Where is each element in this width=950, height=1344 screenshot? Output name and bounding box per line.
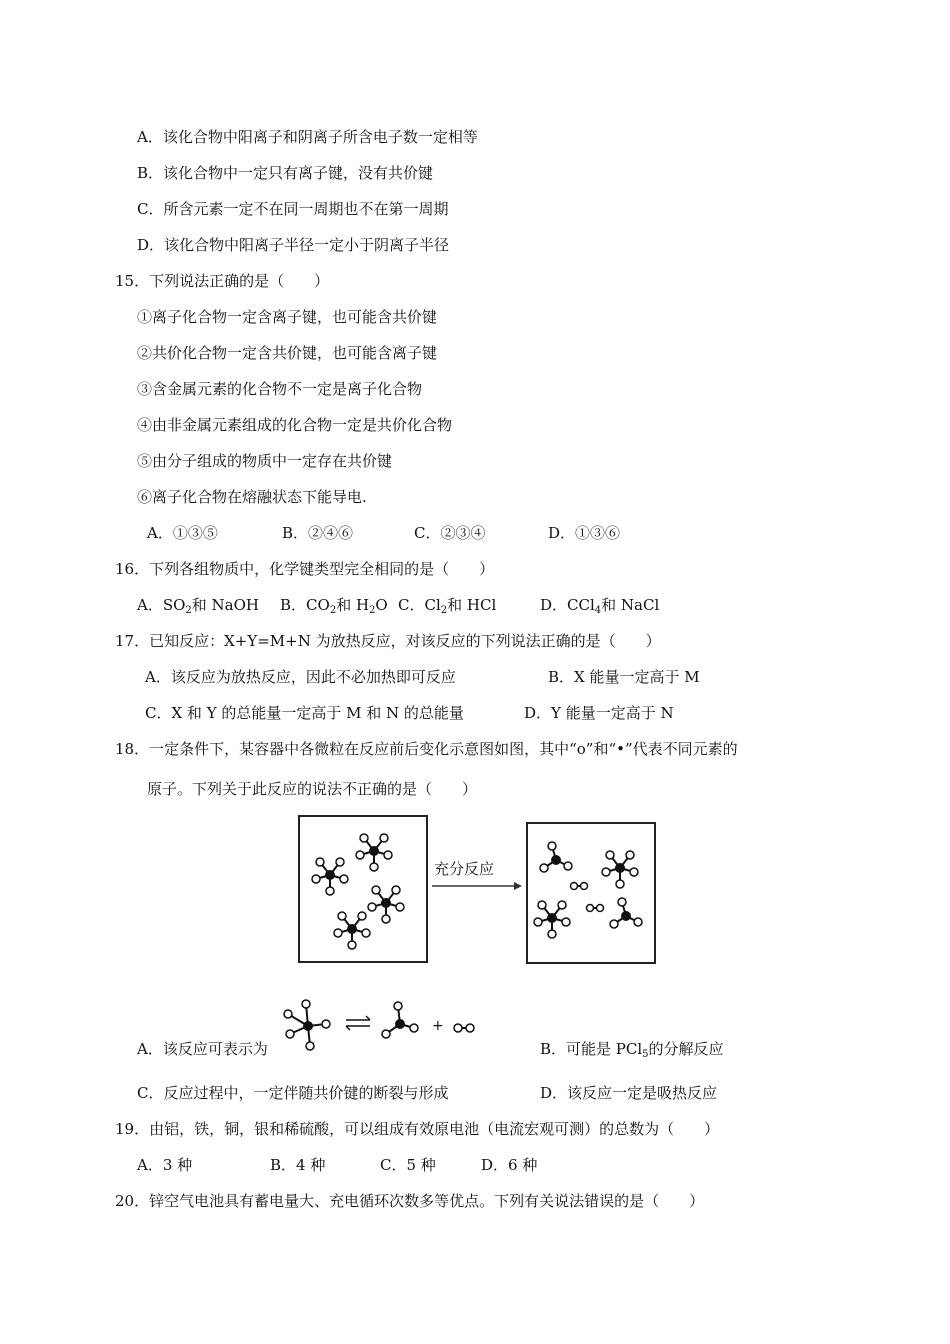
q17-stem: 17．已知反应：X+Y=M+N 为放热反应，对该反应的下列说法正确的是（ ）: [115, 632, 661, 650]
q15-statement-5: ⑤由分子组成的物质中一定存在共价键: [137, 452, 393, 470]
cl2-molecule: [454, 1024, 474, 1032]
q18-stem-line1: 18．一定条件下，某容器中各微粒在反应前后变化示意图如图，其中“o”和“•”代表不同元素的: [115, 740, 738, 758]
q14-option-d: D．该化合物中阳离子半径一定小于阴离子半径: [137, 236, 450, 254]
q16-option-d: D．CCl$_4$和 NaCl: [540, 596, 660, 616]
q15-statement-4: ④由非金属元素组成的化合物一定是共价化合物: [137, 416, 453, 434]
q15-statement-6: ⑥离子化合物在熔融状态下能导电.: [137, 488, 367, 506]
molecule: [534, 901, 570, 938]
q18-option-c: C．反应过程中，一定伴随共价键的断裂与形成: [137, 1084, 449, 1102]
reaction-equation: [280, 996, 490, 1054]
q14-option-c: C．所含元素一定不在同一周期也不在第一周期: [137, 200, 449, 218]
q18-option-d: D．该反应一定是吸热反应: [540, 1084, 718, 1102]
diatomic-molecule: [587, 905, 604, 912]
q14-option-a: A．该化合物中阳离子和阴离子所含电子数一定相等: [137, 128, 478, 146]
molecule: [602, 851, 638, 888]
q19-option-d: D．6 种: [481, 1156, 538, 1174]
q19-stem: 19．由铝，铁，铜，银和稀硫酸，可以组成有效原电池（电流宏观可测）的总数为（ ）: [115, 1120, 720, 1138]
molecule: [368, 886, 404, 923]
q17-option-b: B．X 能量一定高于 M: [548, 668, 700, 686]
molecule: [610, 898, 642, 928]
q15-statement-1: ①离子化合物一定含离子键，也可能含共价键: [137, 308, 438, 326]
q15-statement-3: ③含金属元素的化合物不一定是离子化合物: [137, 380, 423, 398]
q16-option-c: C．$Cl_2$和 HCl: [398, 596, 497, 616]
plus-sign: +: [432, 1018, 444, 1034]
arrow-icon: [430, 858, 522, 898]
product-molecules: [528, 824, 654, 962]
q18-option-a: A．该反应可表示为: [137, 1040, 268, 1058]
molecule: [334, 912, 370, 949]
pcl5-molecule: [284, 1000, 330, 1050]
q17-option-d: D．Y 能量一定高于 N: [524, 704, 674, 722]
q17-option-c: C．X 和 Y 的总能量一定高于 M 和 N 的总能量: [145, 704, 464, 722]
arrow-label: 充分反应: [434, 860, 495, 878]
q15-stem: 15．下列说法正确的是（ ）: [115, 272, 330, 290]
q15-option-d: D．①③⑥: [548, 524, 621, 542]
q14-option-b: B．该化合物中一定只有离子键，没有共价键: [137, 164, 434, 182]
q16-option-b: B．$CO_2$和 $H_2O$: [280, 596, 388, 616]
pcl3-molecule: [382, 1002, 418, 1038]
diatomic-molecule: [571, 883, 588, 890]
reactants-box: [298, 815, 428, 963]
q15-option-b: B．②④⑥: [282, 524, 354, 542]
equilibrium-arrow-icon: [346, 1016, 370, 1030]
molecule: [356, 834, 392, 871]
q17-option-a: A．该反应为放热反应，因此不必加热即可反应: [145, 668, 456, 686]
q16-stem: 16．下列各组物质中，化学键类型完全相同的是（ ）: [115, 560, 495, 578]
molecule: [540, 842, 572, 872]
q20-stem: 20．锌空气电池具有蓄电量大、充电循环次数多等优点。下列有关说法错误的是（ ）: [115, 1192, 705, 1210]
q19-option-b: B．4 种: [270, 1156, 326, 1174]
q15-option-c: C．②③④: [414, 524, 486, 542]
reactant-molecules: [300, 817, 426, 961]
q15-option-a: A．①③⑤: [147, 524, 218, 542]
reaction-arrow: [430, 858, 522, 898]
molecule: [312, 858, 348, 895]
q18-option-b: B．可能是 PCl$_5$的分解反应: [540, 1040, 724, 1060]
q19-option-c: C．5 种: [380, 1156, 436, 1174]
q16-option-a: A．$SO_2$和 NaOH: [137, 596, 259, 616]
products-box: [526, 822, 656, 964]
q18-stem-line2: 原子。下列关于此反应的说法不正确的是（ ）: [147, 780, 478, 798]
q19-option-a: A．3 种: [137, 1156, 193, 1174]
q15-statement-2: ②共价化合物一定含共价键，也可能含离子键: [137, 344, 438, 362]
